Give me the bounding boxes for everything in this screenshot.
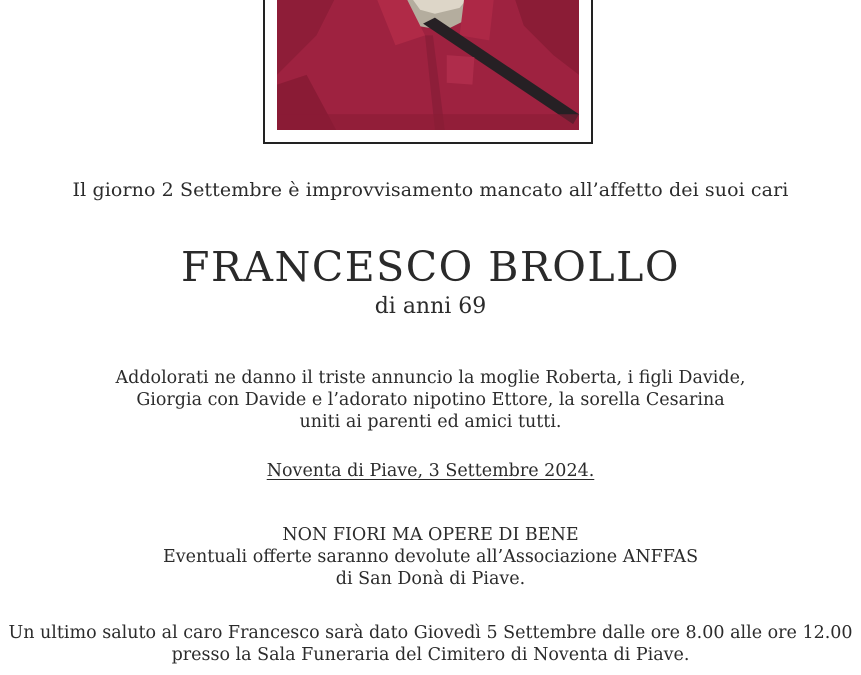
portrait-illustration — [277, 0, 579, 130]
donation-line: NON FIORI MA OPERE DI BENE — [282, 525, 579, 545]
photo-frame — [263, 0, 593, 144]
farewell-line: presso la Sala Funeraria del Cimitero di Noventa di Piave. — [171, 645, 690, 665]
announcement-line: Addolorati ne danno il triste annuncio la moglie Roberta, i figli Davide, — [115, 368, 746, 388]
farewell-paragraph — [0, 622, 861, 666]
deceased-age: di anni 69 — [374, 294, 487, 319]
donation-line: Eventuali offerte saranno devolute all’Associazione ANFFAS — [162, 547, 699, 567]
announcement-paragraph — [0, 367, 861, 433]
place-date-text: Noventa di Piave, 3 Settembre 2024. — [266, 461, 595, 481]
announcement-line: uniti ai parenti ed amici tutti. — [299, 412, 562, 432]
portrait-photo — [277, 0, 579, 130]
deceased-name: FRANCESCO BROLLO — [181, 243, 680, 291]
intro-text: Il giorno 2 Settembre è improvvisamento mancato all’affetto dei suoi cari — [72, 179, 789, 201]
farewell-line: Un ultimo saluto al caro Francesco sarà dato Giovedì 5 Settembre dalle ore 8.00 alle ore 12.00 — [8, 623, 853, 643]
donation-line: di San Donà di Piave. — [335, 569, 526, 589]
place-date — [0, 461, 861, 481]
donation-paragraph — [0, 524, 861, 590]
announcement-line: Giorgia con Davide e l’adorato nipotino Ettore, la sorella Cesarina — [136, 390, 725, 410]
